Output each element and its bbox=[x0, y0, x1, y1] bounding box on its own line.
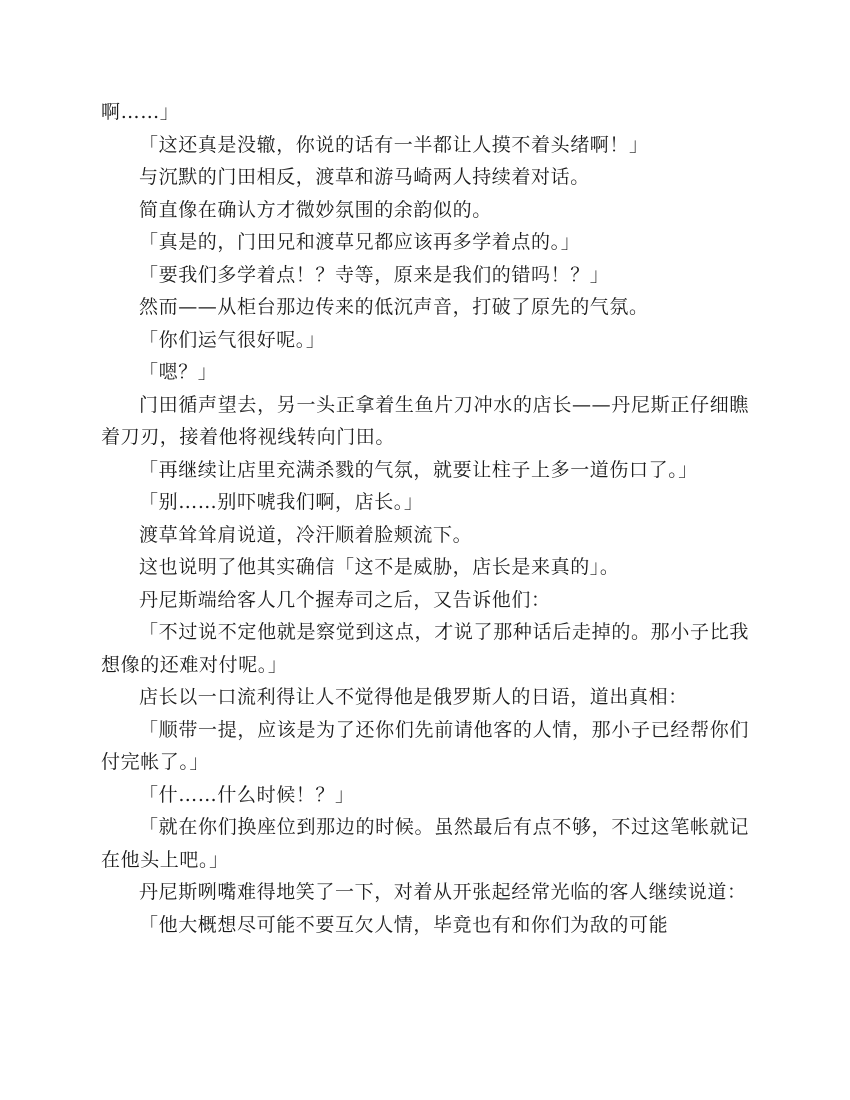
paragraph-5: 「真是的，门田兄和渡草兄都应该再多学着点的。」 bbox=[139, 231, 581, 253]
paragraph-14: 这也说明了他其实确信「这不是威胁，店长是来真的」。 bbox=[139, 556, 620, 578]
paragraph-2: 「这还真是没辙，你说的话有一半都让人摸不着头绪啊！」 bbox=[139, 133, 649, 156]
paragraph-13: 渡草耸耸肩说道，冷汗顺着脸颊流下。 bbox=[139, 523, 473, 546]
paragraph-19: 「什……什么时候！？」 bbox=[139, 783, 355, 806]
paragraph-1: 啊……」 bbox=[101, 101, 180, 123]
paragraph-12: 「别……别吓唬我们啊，店长。」 bbox=[139, 491, 424, 513]
paragraph-9: 「嗯？」 bbox=[139, 361, 218, 383]
paragraph-7: 然而——从柜台那边传来的低沉声音，打破了原先的气氛。 bbox=[139, 296, 649, 318]
paragraph-8: 「你们运气很好呢。」 bbox=[139, 328, 326, 351]
paragraph-3: 与沉默的门田相反，渡草和游马崎两人持续着对话。 bbox=[139, 166, 590, 188]
paragraph-6: 「要我们多学着点！？寺等，原来是我们的错吗！？」 bbox=[139, 263, 610, 286]
paragraph-11: 「再继续让店里充满杀戮的气氛，就要让柱子上多一道伤口了。」 bbox=[139, 458, 698, 481]
paragraph-16: 「不过说不定他就是察觉到这点，才说了那种话后走掉的。那小子比我想像的还难对付呢。」 bbox=[101, 621, 749, 676]
paragraph-15: 丹尼斯端给客人几个握寿司之后，又告诉他们： bbox=[139, 588, 551, 611]
paragraph-4: 简直像在确认方才微妙氛围的余韵似的。 bbox=[139, 198, 492, 221]
paragraph-21: 丹尼斯咧嘴难得地笑了一下，对着从开张起经常光临的客人继续说道： bbox=[139, 881, 747, 903]
document-page bbox=[101, 96, 749, 941]
paragraph-18: 「顺带一提，应该是为了还你们先前请他客的人情，那小子已经帮你们付完帐了。」 bbox=[101, 718, 749, 773]
paragraph-22: 「他大概想尽可能不要互欠人情，毕竟也有和你们为敌的可能 bbox=[139, 913, 669, 936]
paragraph-20: 「就在你们换座位到那边的时候。虽然最后有点不够，不过这笔帐就记在他头上吧。」 bbox=[101, 816, 749, 871]
paragraph-10: 门田循声望去，另一头正拿着生鱼片刀冲水的店长——丹尼斯正仔细瞧着刀刃，接着他将视线转向门田。 bbox=[101, 393, 749, 448]
paragraph-17: 店长以一口流利得让人不觉得他是俄罗斯人的日语，道出真相： bbox=[139, 686, 688, 708]
